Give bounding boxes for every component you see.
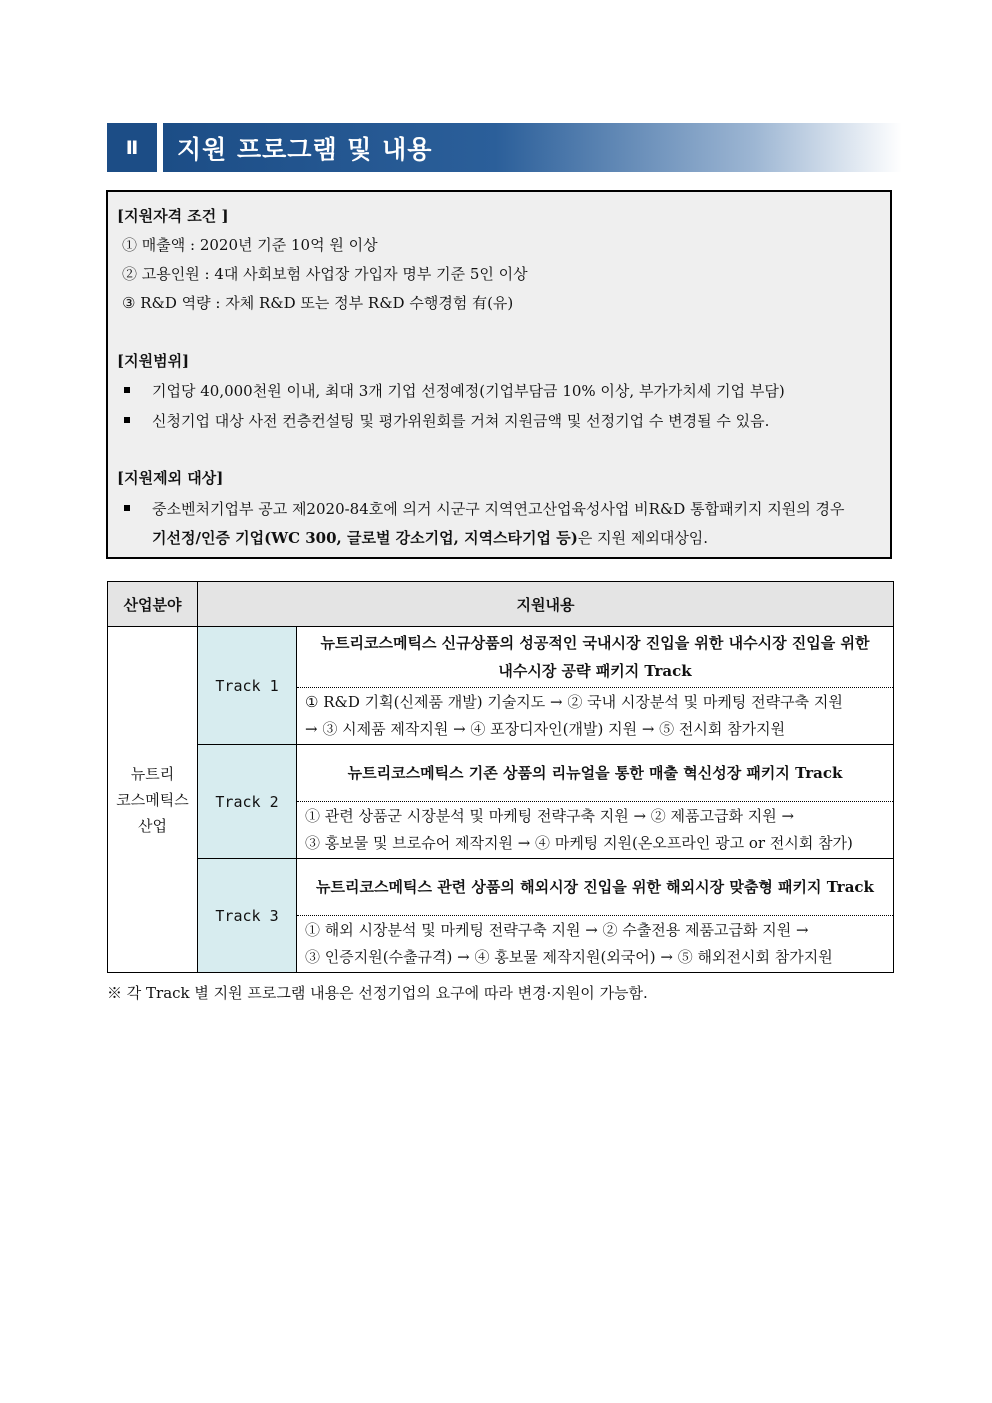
eligibility-box (106, 190, 892, 559)
track-1-label: Track 1 (198, 627, 297, 745)
scope-item-1: 기업당 40,000천원 이내, 최대 3개 기업 선정예정(기업부담금 10% 이상, 부가가치세 기업 부담) (124, 377, 785, 406)
scope-item-2: 신청기업 대상 사전 컨층컨설팅 및 평가위원회를 거쳐 지원금액 및 선정기업 수 변경될 수 있음. (124, 407, 769, 436)
support-table (107, 581, 894, 973)
track-1-title: 뉴트리코스메틱스 신규상품의 성공적인 국내시장 진입을 위한 내수시장 진입을 위한 내수시장 공략 패키지 Track (297, 627, 894, 688)
track-3-label: Track 3 (198, 859, 297, 973)
track-1-detail: ① R&D 기획(신제품 개발) 기술지도 → ② 국내 시장분석 및 마케팅 전략구축 지원 → ③ 시제품 제작지원 → ④ 포장디자인(개발) 지원 → ⑤ 전시회 참가지원 (297, 688, 894, 745)
track-2-label: Track 2 (198, 745, 297, 859)
bullet-icon (124, 417, 130, 423)
exclusion-item-cont: 기선정/인증 기업(WC 300, 글로벌 강소기업, 지역스타기업 등)은 지원 제외대상임. (152, 529, 709, 547)
qualification-item-1: ① 매출액 : 2020년 기준 10억 원 이상 (122, 236, 378, 254)
track-3-title: 뉴트리코스메틱스 관련 상품의 해외시장 진입을 위한 해외시장 맞춤형 패키지 Track (297, 859, 894, 916)
scope-heading: [지원범위] (117, 352, 190, 370)
exclusion-heading: [지원제외 대상] (117, 469, 224, 487)
exclusion-item: 중소벤처기업부 공고 제2020-84호에 의거 시군구 지역연고산업육성사업 비R&D 통합패키지 지원의 경우 (124, 495, 845, 524)
industry-cell: 뉴트리 코스메틱스 산업 (108, 627, 198, 973)
section-number: Ⅱ (107, 123, 157, 172)
footnote: ※ 각 Track 별 지원 프로그램 내용은 선정기업의 요구에 따라 변경·지원이 가능함. (107, 984, 648, 1002)
qualification-item-2: ② 고용인원 : 4대 사회보험 사업장 가입자 명부 기준 5인 이상 (122, 265, 528, 283)
section-title-bar (163, 123, 902, 172)
track-2-detail: ① 관련 상품군 시장분석 및 마케팅 전략구축 지원 → ② 제품고급화 지원 → ③ 홍보물 및 브로슈어 제작지원 → ④ 마케팅 지원(온오프라인 광고 or 전시회 참가) (297, 802, 894, 859)
header-content: 지원내용 (198, 582, 894, 627)
bullet-icon (124, 505, 130, 511)
exclusion-bold-text: 기선정/인증 기업(WC 300, 글로벌 강소기업, 지역스타기업 등) (152, 529, 578, 547)
section-header (107, 123, 902, 172)
bullet-icon (124, 387, 130, 393)
track-3-detail: ① 해외 시장분석 및 마케팅 전략구축 지원 → ② 수출전용 제품고급화 지원 → ③ 인증지원(수출규격) → ④ 홍보물 제작지원(외국어) → ⑤ 해외전시회 참가지원 (297, 916, 894, 973)
track-2-title: 뉴트리코스메틱스 기존 상품의 리뉴얼을 통한 매출 혁신성장 패키지 Track (297, 745, 894, 802)
header-industry: 산업분야 (108, 582, 198, 627)
qualification-heading: [지원자격 조건 ] (117, 207, 229, 225)
qualification-item-3: ③ R&D 역량 : 자체 R&D 또는 정부 R&D 수행경험 有(유) (122, 294, 514, 312)
section-title: 지원 프로그램 및 내용 (177, 134, 433, 164)
